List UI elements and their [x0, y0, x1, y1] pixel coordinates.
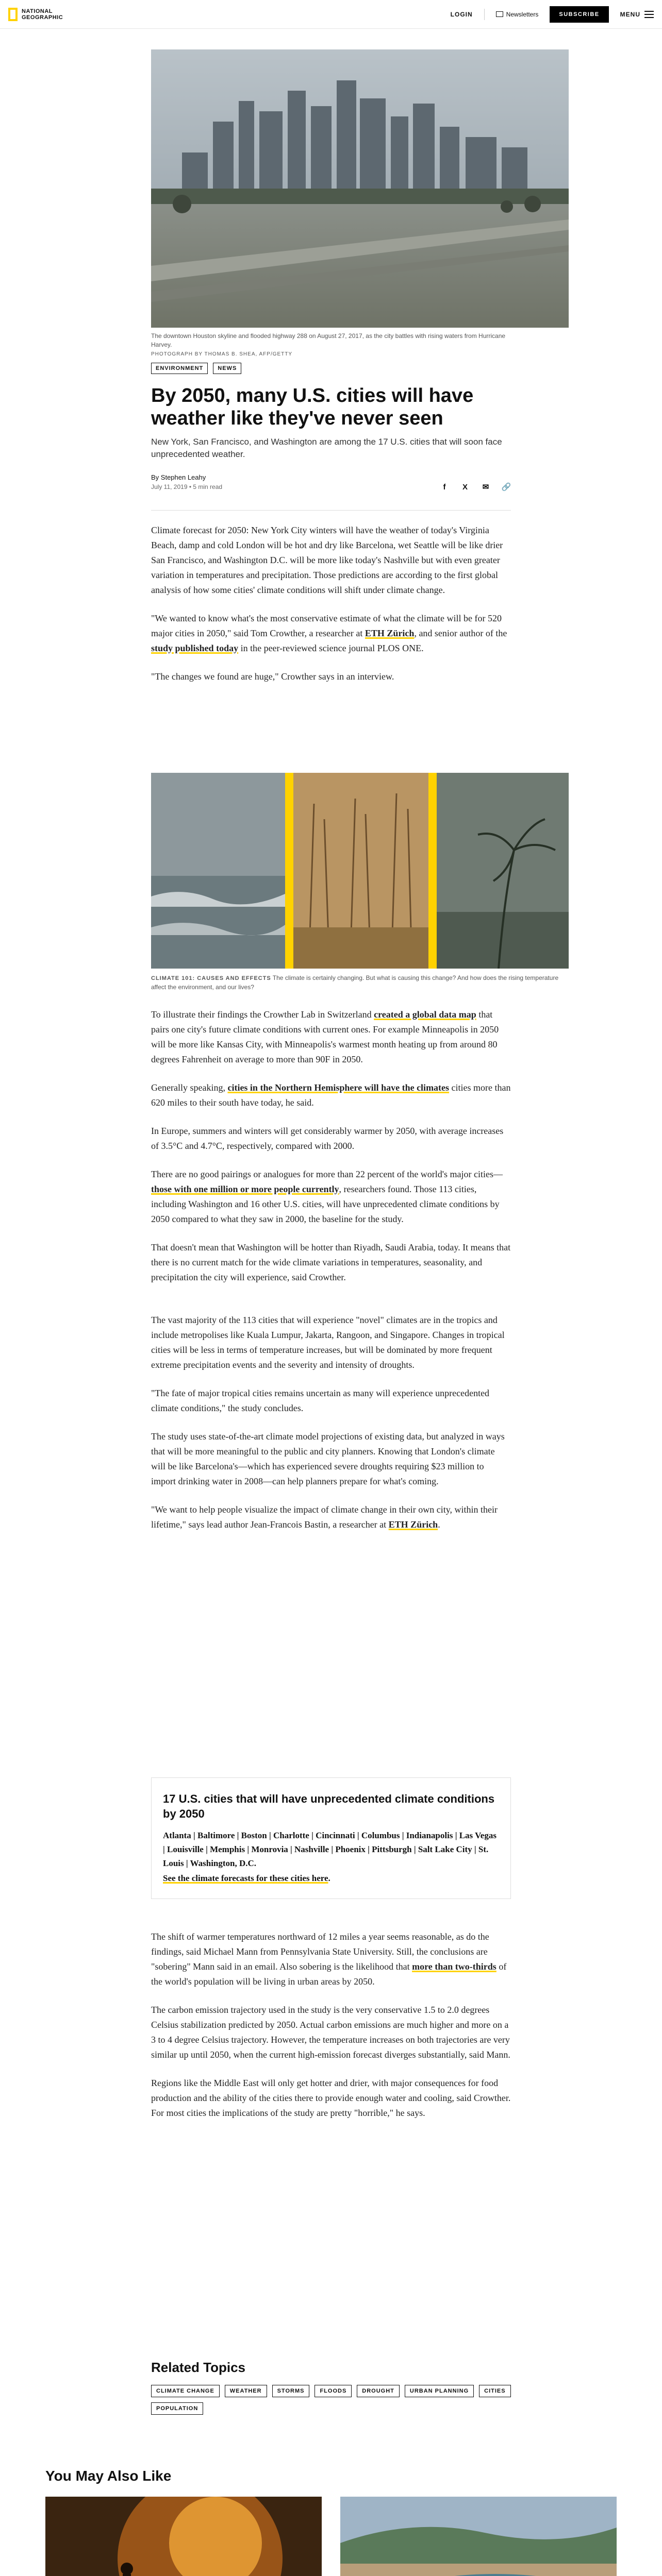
- eth-zurich-link[interactable]: ETH Zürich: [388, 1519, 438, 1530]
- topic-tag[interactable]: FLOODS: [315, 2385, 352, 2397]
- yellow-divider: [428, 773, 437, 969]
- paragraph: Climate forecast for 2050: New York City winters will have the weather of today's Virginia Beach, damp and cold London will be hot and dry like Barcelona, wet Seattle will be like drier San Francisco, and Washington D.C. will be more like today's Nashville but with even greater variation in temperatures and precipitation. Those predictions are according to the first global analysis of how some cities' climate conditions will shift under climate change.: [151, 525, 503, 595]
- login-link[interactable]: LOGIN: [450, 10, 473, 18]
- topic-tag[interactable]: URBAN PLANNING: [405, 2385, 474, 2397]
- dry-reservoir-image: [340, 2497, 617, 2576]
- article-title: By 2050, many U.S. cities will have weather like they've never seen: [151, 385, 474, 429]
- author[interactable]: By Stephen Leahy: [151, 473, 206, 481]
- topic-tag[interactable]: STORMS: [272, 2385, 310, 2397]
- paragraph: Generally speaking, cities in the Northern Hemisphere will have the climates cities more than 620 miles to their south have today, he said.: [151, 1082, 511, 1108]
- topic-tag[interactable]: POPULATION: [151, 2402, 203, 2415]
- tag-environment[interactable]: ENVIRONMENT: [151, 363, 208, 374]
- you-may-also-like-title: You May Also Like: [45, 2468, 172, 2484]
- callout-city-list: Atlanta | Baltimore | Boston | Charlotte | Cincinnati | Columbus | Indianapolis | Las Vegas | Louisville | Memphis | Monrovia | Nashville | Phoenix | Pittsburgh | Salt Lake City | St. Louis | Washington, D.C.: [163, 1831, 496, 1868]
- article-header: [151, 363, 511, 492]
- newsletters-link[interactable]: [496, 11, 539, 18]
- byline: [151, 473, 222, 492]
- houston-flood-photo: [151, 49, 569, 328]
- you-may-also-like: [45, 2468, 617, 2576]
- article-tags: [151, 363, 511, 374]
- paragraph: The study uses state-of-the-art climate model projections of existing data, but analyzed in ways that will be more meaningful to the public and city planners. Knowing that London's climate will be like Barcelona's—which has experienced severe droughts requiring $23 million to import drinking water in 2008—can help planners prepare for what's coming.: [151, 1431, 505, 1486]
- callout-title: 17 U.S. cities that will have unprecedented climate conditions by 2050: [163, 1792, 495, 1820]
- climate-101-video[interactable]: [151, 773, 569, 969]
- city-forecasts-link[interactable]: See the climate forecasts for these cities here: [163, 1873, 328, 1883]
- hero-credit: PHOTOGRAPH BY THOMAS B. SHEA, AFP/GETTY: [151, 351, 293, 357]
- share-bar: [440, 482, 511, 492]
- paragraph: "We want to help people visualize the impact of climate change in their own city, within their lifetime," says lead author Jean-Francois Bastin, a researcher at ETH Zürich.: [151, 1504, 498, 1530]
- story-card[interactable]: [45, 2497, 322, 2576]
- link-icon[interactable]: 🔗: [501, 483, 511, 492]
- facebook-icon[interactable]: f: [443, 482, 446, 492]
- two-thirds-link[interactable]: more than two-thirds: [412, 1961, 496, 1972]
- hero-image: [151, 49, 569, 328]
- subscribe-button[interactable]: SUBSCRIBE: [550, 6, 608, 23]
- yellow-border-logo-icon: [8, 8, 18, 21]
- topic-tag[interactable]: WEATHER: [225, 2385, 267, 2397]
- yellow-divider: [285, 773, 293, 969]
- logo-line-2: GEOGRAPHIC: [22, 14, 63, 21]
- date-read-time: July 11, 2019 • 5 min read: [151, 483, 223, 490]
- hero-caption: The downtown Houston skyline and flooded highway 288 on August 27, 2017, as the city battles with rising waters from Hurricane Harvey.: [151, 332, 506, 348]
- logo-line-1: NATIONAL: [22, 8, 53, 14]
- nat-geo-logo[interactable]: [8, 8, 63, 21]
- paragraph: The shift of warmer temperatures northward of 12 miles a year seems reasonable, as do the findings, said Michael Mann from Pennsylvania State University. Still, the conclusions are "sobering" Mann said in an email. Also sobering is the likelihood that more than two-thirds of the world's population will be living in urban areas by 2050.: [151, 1931, 507, 1987]
- us-cities-callout: 17 U.S. cities that will have unprecedented climate conditions by 2050 Atlanta | Baltimore | Boston | Charlotte | Cincinnati | Columbus | Indianapolis | Las Vegas | Louisville | Memphis | Monrovia | Nashville | Phoenix | Pittsburgh | Salt Lake City | St. Louis | Washington, D.C. See the climate forecasts for these cities here.: [151, 1777, 511, 1899]
- menu-button[interactable]: [620, 11, 654, 18]
- hamburger-icon: [644, 11, 654, 18]
- study-link[interactable]: study published today: [151, 643, 239, 653]
- divider: [151, 510, 511, 511]
- related-topics-title: Related Topics: [151, 2360, 246, 2375]
- hero-caption-block: [151, 332, 511, 357]
- global-data-map-link[interactable]: created a global data map: [374, 1009, 476, 1020]
- newsletters-label: Newsletters: [506, 10, 539, 18]
- envelope-icon: [496, 11, 503, 17]
- paragraph: There are no good pairings or analogues for more than 22 percent of the world's major cities—those with one million or more people currently, researchers found. Those 113 cities, including Washington and 16 other U.S. cities, will have unprecedented climate conditions by 2050 compared to what they saw in 2000, the baseline for the study.: [151, 1169, 503, 1224]
- story-card[interactable]: [340, 2497, 617, 2576]
- paragraph: "We wanted to know what's the most conservative estimate of what the climate will be for 520 major cities in 2050," said Tom Crowther, a researcher at ETH Zürich, and senior author of the study published today in the peer-reviewed science journal PLOS ONE.: [151, 613, 507, 653]
- eth-zurich-link[interactable]: ETH Zürich: [365, 628, 415, 638]
- topic-tag[interactable]: DROUGHT: [357, 2385, 400, 2397]
- paragraph: "The changes we found are huge," Crowther says in an interview.: [151, 671, 394, 682]
- million-people-link[interactable]: those with one million or more people currently: [151, 1184, 339, 1194]
- video-caption: The climate is certainly changing. But what is causing this change? And how does the rising temperature affect the environment, and our lives?: [151, 974, 559, 991]
- northern-hemisphere-link[interactable]: cities in the Northern Hemisphere will have the climates: [227, 1082, 450, 1093]
- storm-sea-image: [151, 773, 285, 969]
- paragraph: Regions like the Middle East will only get hotter and drier, with major consequences for food production and the ability of the cities there to provide enough water and cooling, said Crowther. For most cities the implications of the study are pretty "horrible," he says.: [151, 2078, 511, 2118]
- top-navigation-bar: [0, 0, 662, 29]
- paragraph: The carbon emission trajectory used in the study is the very conservative 1.5 to 2.0 degrees Celsius stabilization predicted by 2050. Actual carbon emissions are much higher and more on a 3 to 4 degree Celsius trajectory. However, the temperature increases on both trajectories are very similar up until 2050, when the current high-emission forecast diverges substantially, said Mann.: [151, 2005, 510, 2060]
- related-topic-tags: [151, 2385, 511, 2415]
- divider: [484, 9, 485, 20]
- article-body-part-3: [151, 1929, 511, 2134]
- paragraph: That doesn't mean that Washington will be hotter than Riyadh, Saudi Arabia, today. It means that there is no current match for the wide climate variations in temperatures, seasonality, and precipitation the city will experience, said Crowther.: [151, 1242, 511, 1282]
- related-topics: [151, 2360, 511, 2415]
- paragraph: In Europe, summers and winters will get considerably warmer by 2050, with average increases of 3.5°C and 4.7°C, respectively, compared with 2000.: [151, 1126, 504, 1151]
- topic-tag[interactable]: CITIES: [479, 2385, 510, 2397]
- drought-image: [293, 773, 428, 969]
- paragraph: "The fate of major tropical cities remains uncertain as many will experience unprecedented climate conditions," the study concludes.: [151, 1388, 490, 1413]
- paragraph: The vast majority of the 113 cities that will experience "novel" climates are in the tropics and include metropolises like Kuala Lumpur, Jakarta, Rangoon, and Singapore. Changes in tropical cities will be less in terms of temperature increases, but will be dominated by more frequent extreme precipitation events and the severity and intensity of droughts.: [151, 1315, 505, 1370]
- video-caption-block: [151, 974, 569, 992]
- topic-tag[interactable]: CLIMATE CHANGE: [151, 2385, 220, 2397]
- tag-news[interactable]: NEWS: [213, 363, 241, 374]
- article-body-part-1: [151, 523, 511, 698]
- hurricane-palms-image: [437, 773, 569, 969]
- x-icon[interactable]: X: [462, 482, 468, 492]
- firefighter-blaze-image: [45, 2497, 322, 2576]
- paragraph: To illustrate their findings the Crowther Lab in Switzerland created a global data map that pairs one city's future climate conditions with current ones. For example Minneapolis in 2050 will be more like Kansas City, with Minneapolis's warmest month heating up from around 80 degrees Fahrenheit on average to more than 90F in 2050.: [151, 1009, 499, 1064]
- email-icon[interactable]: ✉: [482, 483, 489, 492]
- article-body-part-2: [151, 1007, 511, 1546]
- video-caption-label: CLIMATE 101: CAUSES AND EFFECTS: [151, 975, 271, 981]
- menu-label: MENU: [620, 10, 640, 18]
- article-dek: New York, San Francisco, and Washington are among the 17 U.S. cities that will soon face unprecedented weather.: [151, 437, 502, 459]
